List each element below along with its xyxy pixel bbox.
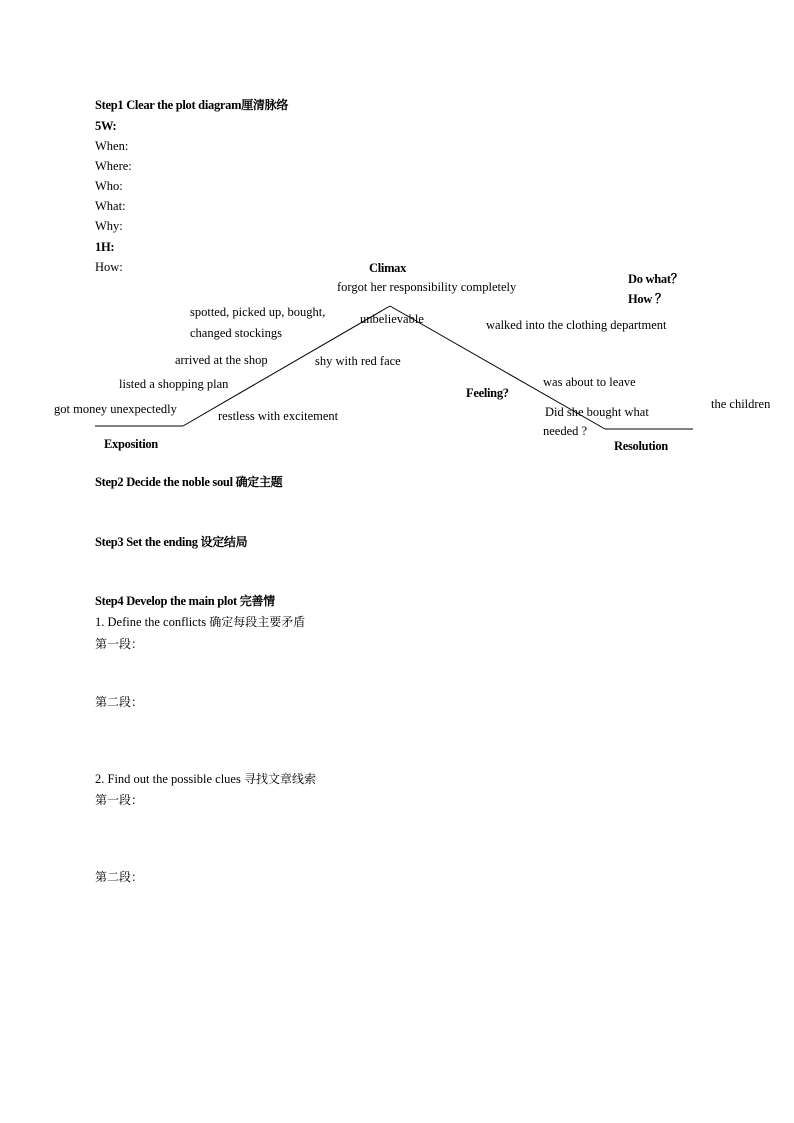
question-who: Who: bbox=[95, 179, 123, 193]
step3-heading bbox=[95, 534, 247, 550]
feeling-restless: restless with excitement bbox=[218, 409, 339, 423]
rising-event-spotted: spotted, picked up, bought, bbox=[190, 305, 326, 319]
climax-event: forgot her responsibility completely bbox=[337, 280, 517, 294]
exposition-label: Exposition bbox=[104, 437, 158, 451]
rising-event-money: got money unexpectedly bbox=[54, 402, 177, 416]
step4-heading-cn: 完善情 bbox=[239, 594, 275, 608]
climax-label: Climax bbox=[369, 261, 407, 275]
do-what-label: Do what？ bbox=[628, 272, 683, 286]
step4-item1 bbox=[95, 614, 305, 630]
falling-event-needed: needed ? bbox=[543, 424, 588, 438]
step4-item2-cn: 寻找文章线索 bbox=[243, 772, 316, 786]
step4-heading bbox=[95, 593, 275, 609]
feeling-question-label: Feeling? bbox=[466, 386, 509, 400]
step4-item2 bbox=[95, 771, 316, 787]
step1-heading-cn: 厘清脉络 bbox=[241, 98, 289, 112]
five-w-label: 5W: bbox=[95, 119, 117, 133]
falling-event-walked: walked into the clothing department bbox=[486, 318, 667, 332]
unbelievable-label: unbelievable bbox=[360, 312, 424, 326]
rising-event-arrived: arrived at the shop bbox=[175, 353, 268, 367]
feeling-shy: shy with red face bbox=[315, 354, 401, 368]
resolution-label: Resolution bbox=[614, 439, 668, 453]
question-where: Where: bbox=[95, 159, 132, 173]
falling-event-leave: was about to leave bbox=[543, 375, 636, 389]
the-children-label: the children bbox=[711, 397, 771, 411]
step3-heading-cn: 设定结局 bbox=[200, 535, 248, 549]
step4-heading-en: Step4 Develop the main plot bbox=[95, 594, 237, 608]
step4-item2-en: 2. Find out the possible clues bbox=[95, 772, 241, 786]
paragraph1-label: 第一段： bbox=[95, 637, 144, 651]
paragraph2-clues-label: 第二段： bbox=[95, 870, 144, 884]
how-question-label: How ？ bbox=[628, 292, 668, 306]
step4-item1-en: 1. Define the conflicts bbox=[95, 615, 207, 629]
falling-event-did-she: Did she bought what bbox=[545, 405, 649, 419]
question-how: How: bbox=[95, 260, 123, 274]
step2-heading-en: Step2 Decide the noble soul bbox=[95, 475, 233, 489]
step1-heading-en: Step1 Clear the plot diagram bbox=[95, 98, 242, 112]
question-what: What: bbox=[95, 199, 126, 213]
step2-heading-cn: 确定主题 bbox=[235, 475, 283, 489]
step3-heading-en: Step3 Set the ending bbox=[95, 535, 198, 549]
rising-event-stockings: changed stockings bbox=[190, 326, 282, 340]
step4-item1-cn: 确定每段主要矛盾 bbox=[209, 615, 306, 629]
step2-heading bbox=[95, 474, 282, 490]
paragraph1-clues-label: 第一段： bbox=[95, 793, 144, 807]
question-why: Why: bbox=[95, 219, 123, 233]
question-when: When: bbox=[95, 139, 129, 153]
paragraph2-label: 第二段： bbox=[95, 695, 144, 709]
one-h-label: 1H: bbox=[95, 240, 115, 254]
rising-event-listed: listed a shopping plan bbox=[119, 377, 229, 391]
